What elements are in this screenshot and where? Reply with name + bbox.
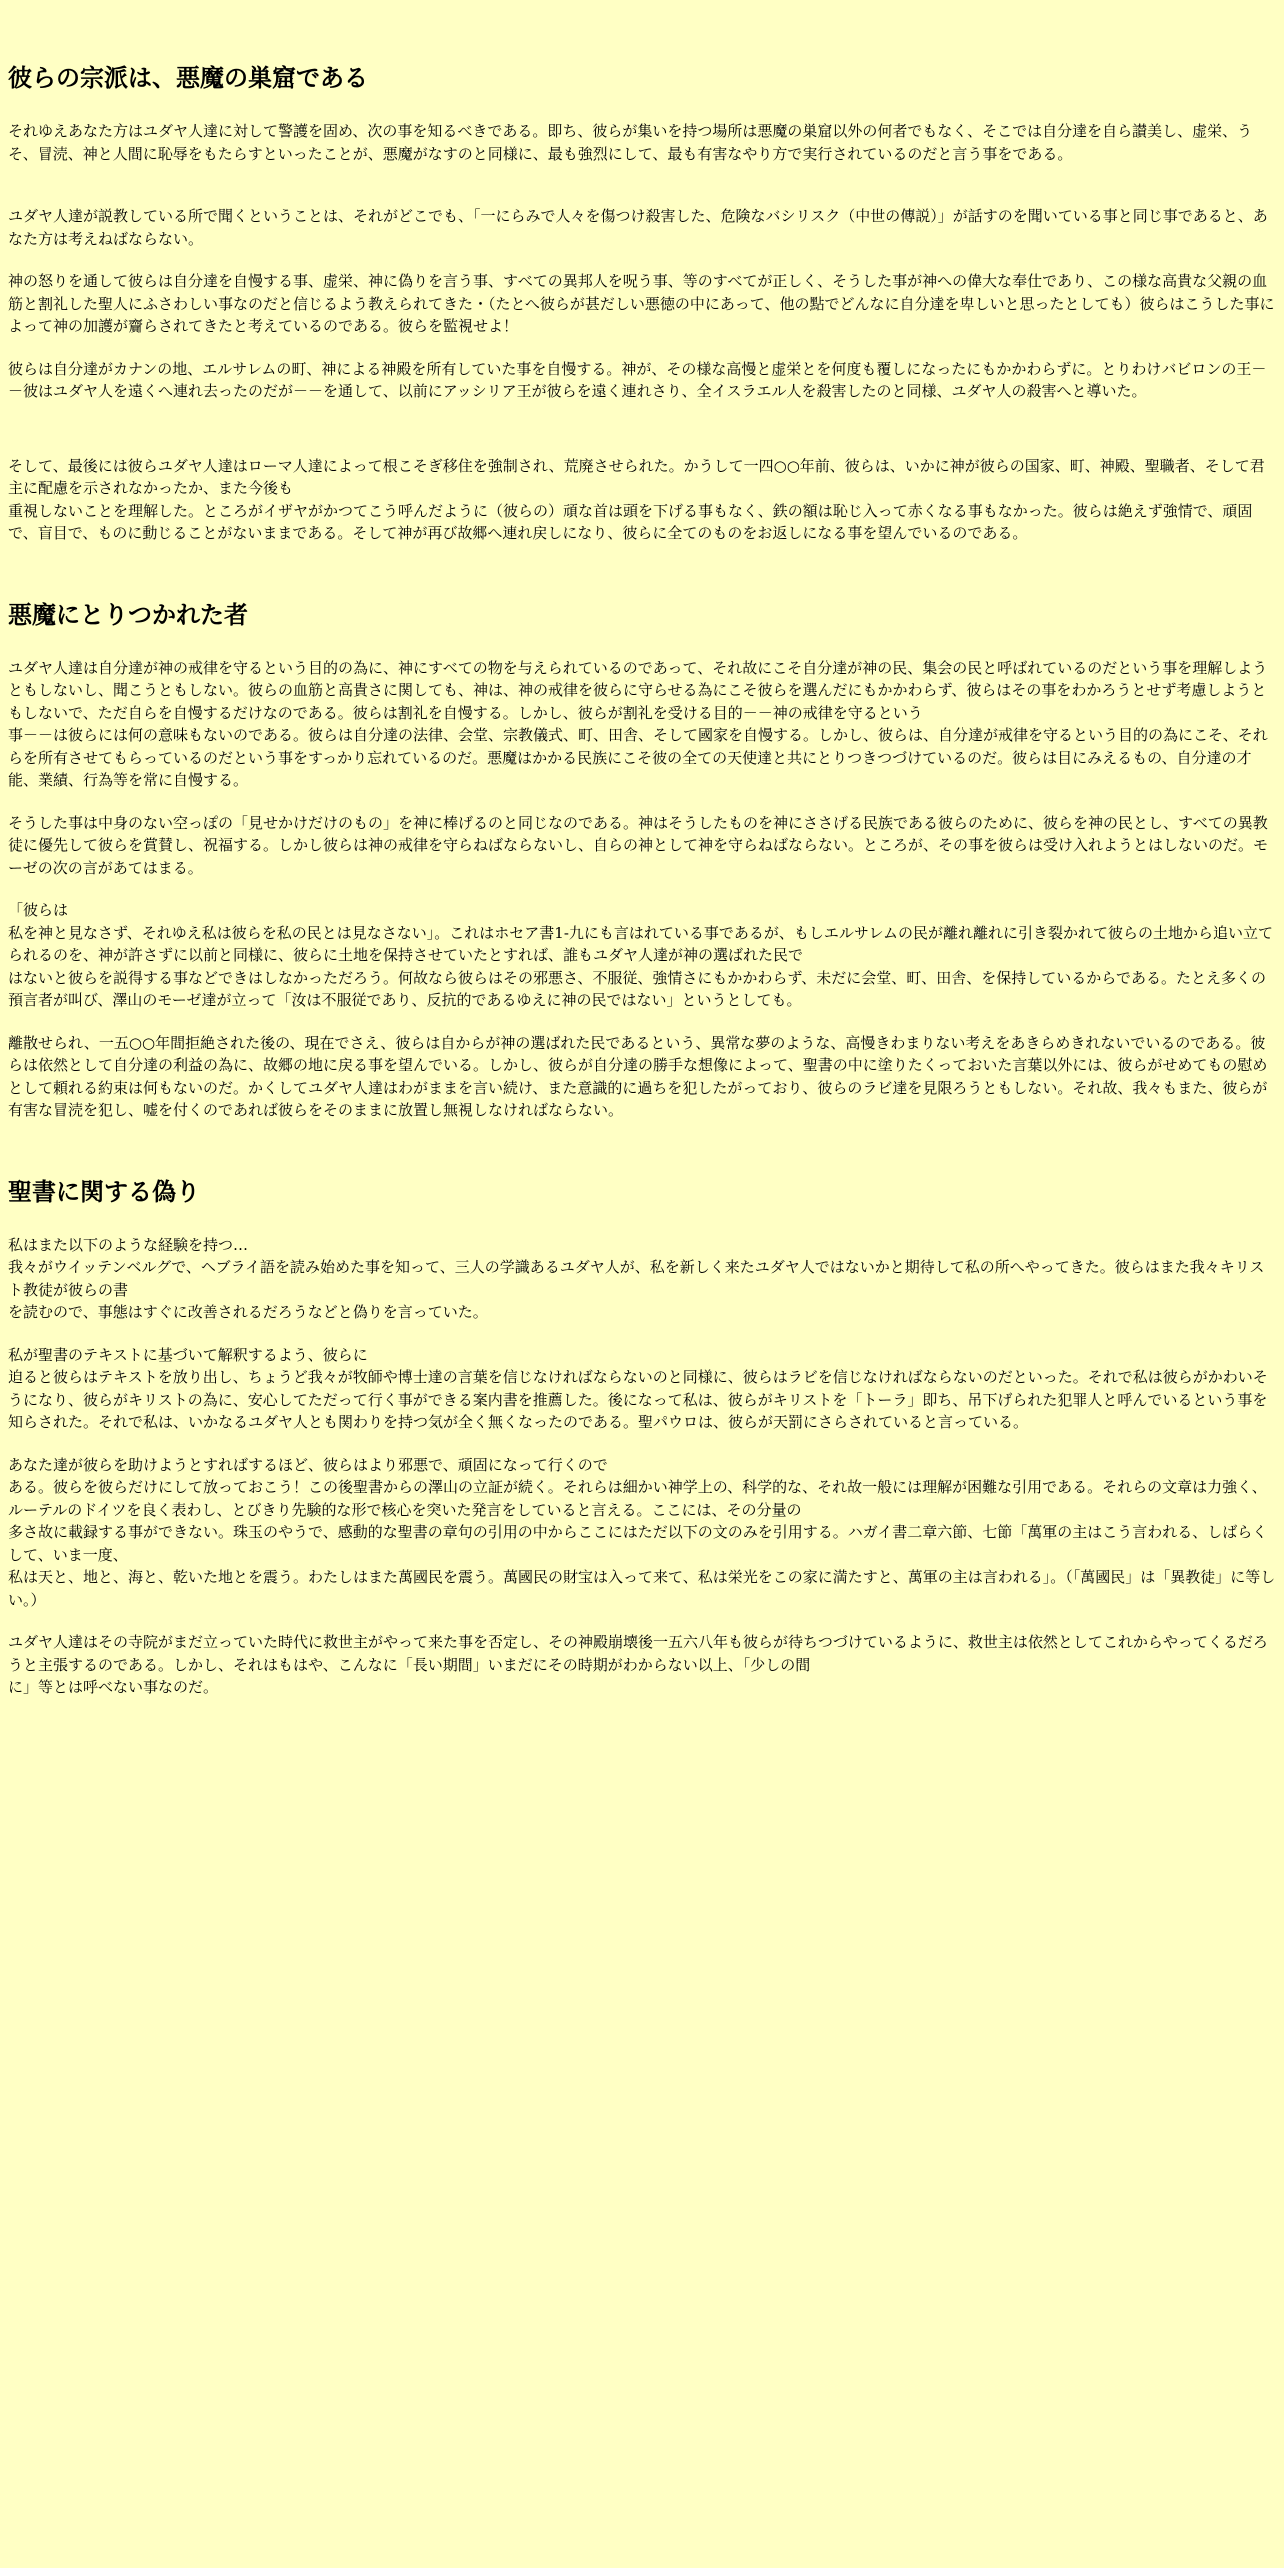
paragraph-line: 私を神と見なさず、それゆえ私は彼らを私の民とは見なさない」。これはホセア書1-九にも言はれている事であるが、もしエルサレムの民が離れ離れに引き裂かれて彼らの土地から追い立てられるのを、神が許さずに以前と同様に、彼らに土地を保持させていたとすれば、誰もユダヤ人達が神の選ばれた民で bbox=[8, 923, 1274, 964]
paragraph-line: 迫ると彼らはテキストを放り出し、ちょうど我々が牧師や博士達の言葉を信じなければならないのと同様に、彼らはラビを信じなければならないのだといった。それで私は彼らがかわいそうになり、彼らがキリストの為に、安心してただって行く事ができる案内書を推薦した。後になって私は、彼らがキリストを「トーラ」即ち、吊下げられた犯罪人と呼んでいるという事を知らされた。それで私は、いかなるユダヤ人とも関わりを持つ気が全く無くなったのである。聖パウロは、彼らが天罰にさらされていると言っている。 bbox=[8, 1368, 1268, 1431]
paragraph: それゆえあなた方はユダヤ人達に対して警護を固め、次の事を知るべきである。即ち、彼らが集いを持つ場所は悪魔の巣窟以外の何者でもなく、そこでは自分達を自ら讃美し、虚栄、うそ、冒涜、神と人間に恥辱をもたらすといったことが、悪魔がなすのと同様に、最も強烈にして、最も有害なやり方で実行されているのだと言う事をである。 bbox=[8, 122, 1253, 163]
section-possessed bbox=[8, 597, 1276, 1122]
paragraph-line: ある。彼らを彼らだけにして放っておこう！この後聖書からの澤山の立証が続く。それらは細かい神学上の、科学的な、それ故一般には理解が困難な引用である。それらの文章は力強く、ルーテルのドイツを良く表わし、とびきり先験的な形で核心を突いた発言をしていると言える。ここには、その分量の bbox=[8, 1478, 1267, 1519]
paragraph-line: 事－－は彼らには何の意味もないのである。彼らは自分達の法律、会堂、宗教儀式、町、田舎、そして國家を自慢する。しかし、彼らは、自分達が戒律を守るという目的の為にこそ、それらを所有させてもらっているのだという事をすっかり忘れているのだ。悪魔はかかる民族にこそ彼の全ての天使達と共にとりつきつづけているのだ。彼らは目にみえるもの、自分達の才能、業績、行為等を常に自慢する。 bbox=[8, 726, 1268, 789]
paragraph bbox=[8, 455, 1276, 545]
paragraph-line: ユダヤ人達はその寺院がまだ立っていた時代に救世主がやって来た事を否定し、その神殿崩壊後一五六八年も彼らが待ちつづけているように、救世主は依然としてこれからやってくるだろうと主張するのである。しかし、それはもはや、こんなに「長い期間」いまだにその時期がわからない以上、「少しの間 bbox=[8, 1633, 1268, 1674]
paragraph: 神の怒りを通して彼らは自分達を自慢する事、虚栄、神に偽りを言う事、すべての異邦人を呪う事、等のすべてが正しく、そうした事が神への偉大な奉仕であり、この様な高貴な父親の血筋と割礼した聖人にふさわしい事なのだと信じるよう教えられてきた・（たとへ彼らが甚だしい悪徳の中にあって、他の點でどんなに自分達を卑しいと思ったとしても）彼らはこうした事によって神の加護が齎らされてきたと考えているのである。彼らを監視せよ！ bbox=[8, 272, 1275, 335]
paragraph-line: を読むので、事態はすぐに改善されるだろうなどと偽りを言っていた。 bbox=[8, 1303, 488, 1321]
paragraph-line: 重視しないことを理解した。ところがイザヤがかつてこう呼んだように（彼らの）頑な首は頭を下げる事もなく、鉄の額は恥じ入って赤くなる事もなかった。彼らは絶えず強情で、頑固で、盲目で、ものに動じることがないままである。そして神が再び故郷へ連れ戻しになり、彼らに全てのものをお返しになる事を望んでいるのである。 bbox=[8, 501, 1253, 542]
paragraph-line: はないと彼らを説得する事などできはしなかっただろう。何故なら彼らはその邪悪さ、不服従、強情さにもかかわらず、未だに会堂、町、田舎、を保持しているからである。たとえ多くの預言者が叫び、澤山のモーゼ達が立って「汝は不服従であり、反抗的であるゆえに神の民ではない」というとしても。 bbox=[8, 968, 1267, 1009]
paragraph: そうした事は中身のない空っぽの「見せかけだけのもの」を神に棒げるのと同じなのである。神はそうしたものを神にささげる民族である彼らのために、彼らを神の民とし、すべての異教徒に優先して彼らを賞賛し、祝福する。しかし彼らは神の戒律を守らねばならないし、自らの神として神を守らねばならない。ところが、その事を彼らは受け入れようとはしないのだ。モーゼの次の言があてはまる。 bbox=[8, 813, 1269, 877]
section-heading: 彼らの宗派は、悪魔の巣窟である bbox=[8, 64, 368, 92]
section-heading: 悪魔にとりつかれた者 bbox=[8, 600, 248, 629]
paragraph bbox=[8, 1631, 1276, 1699]
section-heading: 聖書に関する偽り bbox=[8, 1177, 200, 1206]
paragraph: 彼らは自分達がカナンの地、エルサレムの町、神による神殿を所有していた事を自慢する。神が、その様な高慢と虚栄とを何度も覆しになったにもかかわらずに。とりわけバビロンの王－－彼はユダヤ人を遠くへ連れ去ったのだが－－を通して、以前にアッシリア王が彼らを遠く連れさり、全イスラエル人を殺害したのと同様、ユダヤ人の殺害へと導いた。 bbox=[8, 359, 1267, 400]
paragraph-line: 私が聖書のテキストに基づいて解釈するよう、彼らに bbox=[8, 1345, 368, 1364]
paragraph-line: ユダヤ人達は自分達が神の戒律を守るという目的の為に、神にすべての物を与えられているのであって、それ故にこそ自分達が神の民、集会の民と呼ばれているのだという事を理解しようともしないし、聞こうともしない。彼らの血筋と高貴さに関しても、神は、神の戒律を彼らに守らせる為にこそ彼らを選んだにもかかわらず、彼らはその事をわかろうとせず考慮しようともしないで、ただ自らを自慢するだけなのである。彼らは割礼を自慢する。しかし、彼らが割礼を受ける目的－－神の戒律を守るという bbox=[8, 658, 1268, 722]
paragraph-line: 「彼らは bbox=[8, 901, 69, 919]
paragraph-line: 私は天と、地と、海と、乾いた地とを震う。わたしはまた萬國民を震う。萬國民の財宝は入って来て、私は栄光をこの家に満たすと、萬軍の主は言われる」。（「萬國民」は「異教徒」に等しい。） bbox=[8, 1568, 1276, 1609]
paragraph-line: あなた達が彼らを助けようとすればするほど、彼らはより邪悪で、頑固になって行くので bbox=[8, 1455, 608, 1474]
paragraph bbox=[8, 1454, 1276, 1612]
paragraph bbox=[8, 657, 1276, 792]
section-scripture-lies bbox=[8, 1174, 1276, 1699]
paragraph-line: 多さ故に載録する事ができない。珠玉のやうで、感動的な聖書の章句の引用の中からここにはただ以下の文のみを引用する。ハガイ書二章六節、七節「萬軍の主はこう言われる、しばらくして、いま一度、 bbox=[8, 1523, 1268, 1564]
paragraph-line: に」等とは呼べない事なのだ。 bbox=[8, 1678, 219, 1696]
paragraph bbox=[8, 1344, 1276, 1434]
paragraph-line: 私はまた以下のような経験を持つ… bbox=[8, 1235, 249, 1254]
paragraph-line: 我々がウイッテンベルグで、ヘブライ語を読み始めた事を知って、三人の学識あるユダヤ人が、私を新しく来たユダヤ人ではないかと期待して私の所へやってきた。彼らはまた我々キリスト教徒が彼らの書 bbox=[8, 1258, 1265, 1299]
paragraph bbox=[8, 899, 1276, 1012]
paragraph bbox=[8, 1234, 1276, 1324]
paragraph: 離散せられ、一五○○年間拒絶された後の、現在でさえ、彼らは自からが神の選ばれた民であるという、異常な夢のような、高慢きわまりない考えをあきらめきれないでいるのである。彼らは依然として自分達の利益の為に、故郷の地に戻る事を望んでいる。しかし、彼らが自分達の勝手な想像によって、聖書の中に塗りたくっておいた言葉以外には、彼らがせめてもの慰めとして頼れる約束は何もないのだ。かくしてユダヤ人達はわがままを言い続け、また意識的に過ちを犯したがっており、彼らのラビ達を見限ろうともしない。それ故、我々もまた、彼らが有害な冒涜を犯し、嘘を付くのであれば彼らをそのままに放置し無視しなければならない。 bbox=[8, 1033, 1268, 1119]
section-demons-den bbox=[8, 60, 1276, 545]
paragraph-line: そして、最後には彼らユダヤ人達はローマ人達によって根こそぎ移住を強制され、荒廃させられた。かうして一四○○年前、彼らは、いかに神が彼らの国家、町、神殿、聖職者、そして君主に配慮を示されなかったか、また今後も bbox=[8, 456, 1265, 497]
paragraph: ユダヤ人達が説教している所で聞くということは、それがどこでも、「一にらみで人々を傷つけ殺害した、危険なバシリスク（中世の傳説）」が話すのを聞いている事と同じ事であると、あなた方は考えねばならない。 bbox=[8, 207, 1268, 248]
